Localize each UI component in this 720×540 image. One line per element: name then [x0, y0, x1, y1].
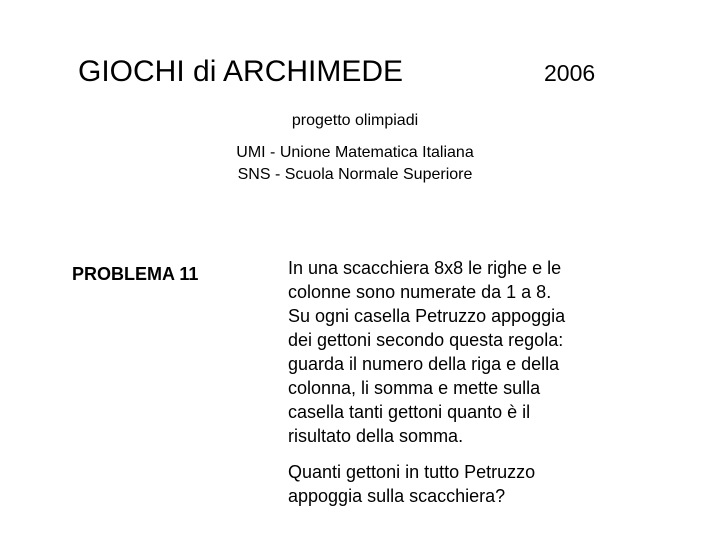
statement-line: Su ogni casella Petruzzo appoggia — [288, 306, 566, 326]
question-line: appoggia sulla scacchiera? — [288, 486, 506, 506]
problem-statement — [288, 256, 608, 448]
statement-line: In una scacchiera 8x8 le righe e le — [288, 258, 562, 278]
problem-label: PROBLEMA 11 — [72, 264, 199, 284]
statement-line: colonna, li somma e mette sulla — [288, 378, 541, 398]
statement-line: colonne sono numerate da 1 a 8. — [288, 282, 552, 302]
year-label: 2006 — [544, 60, 596, 86]
organization-umi: UMI - Unione Matematica Italiana — [236, 144, 474, 161]
problem-text — [288, 256, 608, 508]
statement-line: guarda il numero della riga e della — [288, 354, 560, 374]
slide-title: GIOCHI di ARCHIMEDE — [78, 55, 404, 88]
organizations — [0, 142, 710, 186]
project-subtitle: progetto olimpiadi — [291, 112, 419, 129]
organization-sns: SNS - Scuola Normale Superiore — [237, 166, 473, 183]
statement-line: casella tanti gettoni quanto è il — [288, 402, 531, 422]
question-line: Quanti gettoni in tutto Petruzzo — [288, 462, 536, 482]
statement-line: risultato della somma. — [288, 426, 464, 446]
statement-line: dei gettoni secondo questa regola: — [288, 330, 564, 350]
problem-question — [288, 460, 608, 508]
